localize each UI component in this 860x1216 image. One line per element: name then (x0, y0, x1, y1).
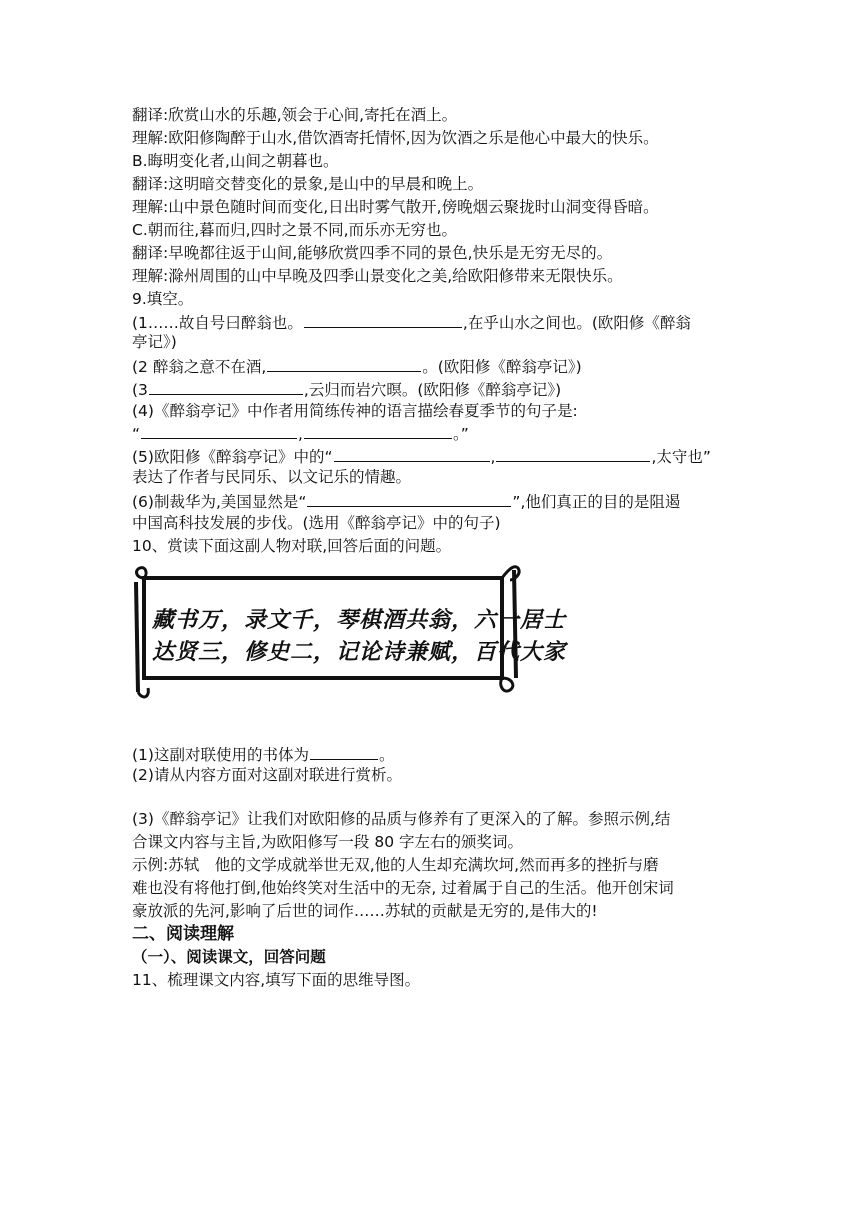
question-9-4-blanks (132, 422, 469, 444)
comma: , (298, 425, 303, 443)
answer-blank[interactable] (267, 355, 421, 372)
example-line: 豪放派的先河,影响了后世的词作……苏轼的贡献是无穷的,是伟大的! (132, 902, 598, 920)
question-text: (5)欧阳修《醉翁亭记》中的“ (132, 448, 333, 466)
answer-blank[interactable] (307, 490, 511, 507)
question-9-title: 9.填空。 (132, 290, 194, 308)
answer-blank[interactable] (496, 445, 650, 462)
question-9-6-cont: 中国高科技发展的步伐。(选用《醉翁亭记》中的句子) (132, 514, 501, 532)
question-9-3 (132, 378, 561, 400)
question-text: (1……故自号曰醉翁也。 (132, 314, 303, 332)
example-line: 难也没有将他打倒,他始终笑对生活中的无奈, 过着属于自己的生活。他开创宋词 (132, 879, 674, 897)
understanding-line: 理解:欧阳修陶醉于山水,借饮酒寄托情怀,因为饮酒之乐是他心中最大的快乐。 (132, 129, 659, 147)
question-text: (3 (132, 381, 148, 399)
translation-line: 翻译:欣赏山水的乐趣,领会于心间,寄托在酒上。 (132, 106, 458, 124)
question-9-1-cont: 亭记》) (132, 333, 177, 351)
question-text: ,太守也” (651, 448, 711, 466)
answer-blank[interactable] (304, 422, 452, 439)
question-text: (6)制裁华为,美国显然是“ (132, 493, 307, 511)
translation-line: 翻译:早晚都往返于山间,能够欣赏四季不同的景色,快乐是无穷无尽的。 (132, 244, 613, 262)
answer-blank[interactable] (141, 422, 297, 439)
quote-mark: 。” (452, 425, 469, 443)
understanding-line: 理解:山中景色随时间而变化,日出时雾气散开,傍晚烟云聚拢时山洞变得昏暗。 (132, 198, 659, 216)
question-10-3-cont: 合课文内容与主旨,为欧阳修写一段 80 字左右的颁奖词。 (132, 833, 524, 851)
comma: , (490, 448, 496, 466)
question-text: ”,他们真正的目的是阻遏 (512, 493, 681, 511)
question-9-4: (4)《醉翁亭记》中作者用简练传神的语言描绘春夏季节的句子是: (132, 402, 578, 420)
subsection-heading: （一）、阅读课文，回答问题 (132, 948, 326, 966)
answer-blank[interactable] (149, 378, 303, 395)
translation-line: 翻译:这明暗交替变化的景象,是山中的早晨和晚上。 (132, 175, 484, 193)
question-10-3: (3)《醉翁亭记》让我们对欧阳修的品质与修养有了更深入的了解。参照示例,结 (132, 810, 671, 828)
question-10-title: 10、赏读下面这副人物对联,回答后面的问题。 (132, 537, 452, 555)
question-9-2 (132, 355, 582, 377)
question-11-title: 11、梳理课文内容,填写下面的思维导图。 (132, 971, 421, 989)
answer-blank[interactable] (334, 445, 490, 462)
question-9-5-cont: 表达了作者与民同乐、以文记乐的情趣。 (132, 468, 412, 486)
question-text: ,云归而岩穴暝。(欧阳修《醉翁亭记》) (303, 381, 562, 399)
option-c: C.朝而往,暮而归,四时之景不同,而乐亦无穷也。 (132, 221, 458, 239)
question-text: 。 (378, 746, 395, 764)
quote-mark: “ (132, 425, 141, 443)
option-b: B.晦明变化者,山间之朝暮也。 (132, 152, 339, 170)
question-10-1 (132, 743, 394, 765)
question-text: 。(欧阳修《醉翁亭记》) (422, 358, 582, 376)
question-10-2: (2)请从内容方面对这副对联进行赏析。 (132, 766, 402, 784)
section-heading: 二、阅读理解 (132, 924, 234, 944)
example-line: 示例:苏轼 他的文学成就举世无双,他的人生却充满坎坷,然而再多的挫折与磨 (132, 856, 659, 874)
question-9-6 (132, 490, 680, 512)
question-9-5 (132, 445, 711, 467)
answer-blank[interactable] (304, 311, 462, 328)
question-9-1 (132, 311, 691, 333)
couplet-upper-line: 藏书万，录文千，琴棋酒共翁，六一居士 (152, 607, 567, 633)
answer-blank[interactable] (310, 743, 378, 760)
couplet-lower-line: 达贤三，修史二，记论诗兼赋，百代大家 (152, 639, 567, 665)
question-text: (2 醉翁之意不在酒, (132, 358, 267, 376)
understanding-line: 理解:滁州周围的山中早晚及四季山景变化之美,给欧阳修带来无限快乐。 (132, 267, 623, 285)
question-text: (1)这副对联使用的书体为 (132, 746, 309, 764)
question-text: ,在乎山水之间也。(欧阳修《醉翁 (462, 314, 691, 332)
